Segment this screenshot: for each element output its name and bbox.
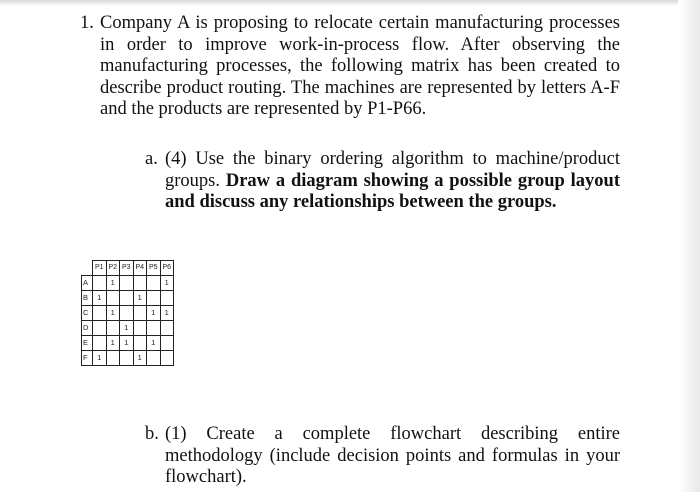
matrix-cell	[120, 305, 134, 320]
row-header: E	[82, 335, 93, 350]
matrix-cell: 1	[160, 275, 174, 290]
question-text: Company A is proposing to relocate certain manufacturing processes in order to improve work-in-process flow. After observing the manufacturing processes, the following matrix has been created to describe product routing. The machines are represented by letters A-F and the products are represented by P1-P66.	[100, 13, 620, 120]
matrix-cell	[147, 290, 161, 305]
matrix-row	[82, 335, 174, 350]
column-header: P6	[160, 261, 174, 276]
matrix-cell	[160, 290, 174, 305]
question-number: 1.	[80, 13, 94, 33]
matrix-cell	[133, 305, 147, 320]
matrix-cell: 1	[147, 305, 161, 320]
matrix-cell	[147, 320, 161, 335]
column-header: P4	[133, 261, 147, 276]
part-a-plain: (4) Use the binary ordering algorithm to machine/product groups.	[165, 149, 620, 191]
part-b	[145, 424, 620, 489]
matrix-cell	[106, 320, 120, 335]
matrix-cell	[120, 350, 134, 365]
matrix-cell	[93, 320, 107, 335]
row-header: B	[82, 290, 93, 305]
page-shadow-right	[678, 0, 700, 492]
matrix-cell: 1	[106, 305, 120, 320]
matrix-corner	[82, 261, 93, 276]
question-1	[80, 13, 620, 121]
routing-matrix	[81, 260, 174, 366]
part-a-bold: Draw a diagram showing a possible group layout and discuss any relationships between the groups	[165, 170, 620, 213]
matrix-cell: 1	[106, 275, 120, 290]
row-header: F	[82, 350, 93, 365]
matrix-cell	[133, 335, 147, 350]
part-b-label: b.	[145, 424, 159, 444]
matrix-cell	[147, 350, 161, 365]
part-a-text	[165, 149, 620, 214]
column-header: P5	[147, 261, 161, 276]
matrix-cell: 1	[93, 350, 107, 365]
matrix-cell: 1	[120, 335, 134, 350]
part-a-label: a.	[145, 149, 158, 169]
matrix-cell	[93, 305, 107, 320]
matrix-cell: 1	[106, 335, 120, 350]
matrix-cell	[160, 320, 174, 335]
matrix-row	[82, 290, 174, 305]
part-a-end: .	[551, 192, 557, 213]
row-header: D	[82, 320, 93, 335]
matrix-cell: 1	[120, 320, 134, 335]
row-header: A	[82, 275, 93, 290]
matrix-row	[82, 275, 174, 290]
matrix-cell: 1	[133, 290, 147, 305]
matrix-cell: 1	[147, 335, 161, 350]
matrix-cell	[120, 275, 134, 290]
matrix-cell	[120, 290, 134, 305]
part-a	[145, 149, 620, 214]
matrix-cell	[93, 275, 107, 290]
matrix-cell: 1	[160, 305, 174, 320]
matrix-header-row	[82, 261, 174, 276]
matrix-cell	[160, 335, 174, 350]
row-header: C	[82, 305, 93, 320]
matrix-cell	[106, 290, 120, 305]
column-header: P1	[93, 261, 107, 276]
matrix-cell	[147, 275, 161, 290]
column-header: P2	[106, 261, 120, 276]
column-header: P3	[120, 261, 134, 276]
matrix-cell: 1	[93, 290, 107, 305]
matrix-row	[82, 305, 174, 320]
matrix-row	[82, 350, 174, 365]
matrix-row	[82, 320, 174, 335]
matrix-cell	[93, 335, 107, 350]
matrix-cell	[160, 350, 174, 365]
matrix-cell	[133, 275, 147, 290]
matrix-cell	[133, 320, 147, 335]
part-b-text: (1) Create a complete flowchart describing entire methodology (include decision points and formulas in your flowchart).	[165, 424, 620, 488]
page-shadow-top	[0, 0, 700, 6]
matrix-cell: 1	[133, 350, 147, 365]
matrix-cell	[106, 350, 120, 365]
